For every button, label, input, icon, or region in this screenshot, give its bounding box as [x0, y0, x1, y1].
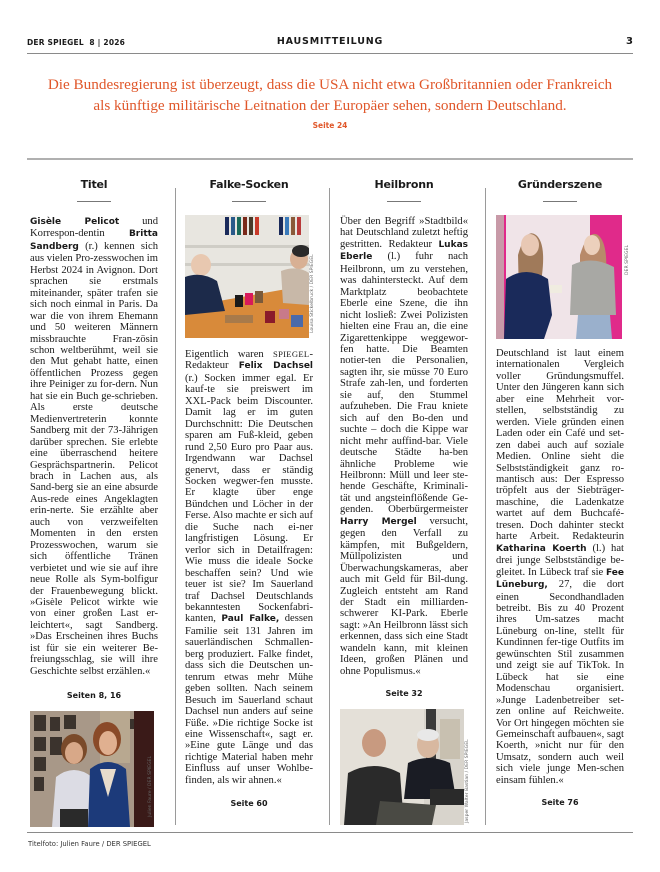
person-name: Harry Mergel	[340, 516, 417, 527]
photo-eberle-mergel	[340, 709, 470, 825]
heading-rule	[77, 201, 111, 202]
photo-credit: Louisa Stickelbruck / DER SPIEGEL	[310, 254, 315, 333]
photo-illustration	[340, 709, 464, 825]
column-heilbronn	[340, 178, 468, 825]
photo-illustration	[496, 215, 622, 339]
article-text	[185, 349, 313, 786]
photo-illustration	[185, 215, 309, 338]
photo-credit: Jasper Walter Bastian / DER SPIEGEL	[465, 739, 470, 824]
text-run: Eigentlich waren	[185, 349, 273, 360]
column-heading: Gründerszene	[517, 178, 603, 191]
person-name: Felix Dachsel	[238, 361, 314, 372]
text-run: (l.) hat drei junge Selbstständige be-gleitet. In Lübeck traf sie	[496, 542, 624, 578]
teaser-page-ref[interactable]: Seite 24	[312, 121, 348, 130]
text-run: dessen Familie seit 131 Jahren im sauerländischen Schmallen-berg produziert. Falke findet, dass sich die Deutschen un-tenrum etwas mehr Mühe geben sollten. Nach seinem Besuch im Sauerland schaut Dachsel nun anders auf seine Füße. »Die richtige Socke ist eine Wissenschaft«, sagt er. »Eine gute Länge und das richtige Material haben mehr Einfluss auf unser Wohlbe-finden, als wir ahnen.«	[185, 613, 313, 786]
article-text	[496, 348, 624, 786]
header-rule	[27, 53, 633, 54]
publication-name: SPIEGEL	[272, 349, 310, 359]
page-ref[interactable]: Seite 76	[541, 798, 579, 808]
column-divider	[175, 188, 176, 825]
article-text	[340, 216, 468, 677]
teaser	[30, 74, 630, 131]
text-run: (l.) fuhr nach Heilbronn, um zu verstehen, was dahintersteckt. Auf dem Marktplatz beobachtete Eberle eine Szene, die ihn nicht losließ: Zwei Polizisten hielten eine Frau an, die eine Zigarettenkippe weggewor-fen hatte. Die Beamten notier-ten die Personalien, sagten ihr, sie müsse 70 Euro Strafe zah-len, und forderten sie auf, den Stummel aufzuheben. Die Frau kniete sich auf den Bo-den und suchte – doch die Kippe war nicht mehr auffind-bar. Viele deutsche Städte ha-ben ähnliche Probleme wie Heilbronn: Müll und leer ste-hende Geschäfte, Kriminali-tät und angsteinflößende Ge-genden. Oberbürgermeister	[340, 251, 468, 516]
photo-pelicot-sandberg	[30, 711, 154, 827]
column-divider	[329, 188, 330, 825]
heading-rule	[232, 201, 266, 202]
person-name: Katharina Koerth	[496, 543, 587, 554]
text-run: -Redakteur	[185, 349, 313, 372]
person-name: Gisèle Pelicot	[30, 217, 120, 227]
cover-photo-credit: Titelfoto: Julien Faure / DER SPIEGEL	[28, 840, 151, 848]
text-run: (r.) kennen sich aus vielen Pro-zesswochen im Herbst 2024 in Avignon. Dort sprachen sie erstmals miteinander, später trafen sie sich noch einmal in Paris. Da war die von ihrem Ehemann und 50 weiteren Männern missbrauchte Fran-zösin schon weltberühmt, weil sie den Mut gehabt hatte, einen öffentlichen Prozess gegen ihre Peiniger zu for-dern. Nun hat sie ein Buch ge-schrieben. Als erste deutsche Medienvertreterin konnte Sandberg mit der 73-Jährigen darüber sprechen. Sie erlebte eine überraschend heitere Gesprächspartnerin. Pelicot brach in Lachen aus, als Sand-berg sie an eine absurde Aus-rede eines Angeklagten erin-nerte. Sie erzählte aber auch von verzweifelten Momenten in den ersten Prozesswochen, warum sie sich öffentliche Tränen verbietet und wie sie auf ihre neue Rolle als Sym-bolfigur der Frauenbewegung blickt. »Gisèle Pelicot wirkte wie von einer großen Last er-leichtert«, sagt Sandberg. »Das Erscheinen ihres Buchs ist für sie ein weiterer Be-freiungsschlag, sie will ihre Geschichte selbst erzählen.«	[30, 240, 158, 677]
person-name: Fee Lüneburg,	[496, 567, 624, 591]
column-heading: Heilbronn	[374, 178, 434, 191]
text-run: (r.) Socken immer egal. Er kauf-te sie preiswert im XXL-Pack beim Discounter. Damit lag er im guten Durchschnitt: Die Deutschen sparen am Fuß-kleid, geben rund 2,50 Euro pro Paar aus. Irgendwann war Dachsel genervt, dass er ständig Socken wegwer-fen musste. Er klagte über enge Bündchen und Löcher in der Ferse. Also machte er sich auf die Suche nach ei-ner langfristigen Lösung. Er verlor sich in Detailfragen: Wie muss die ideale Socke beschaffen sein? Und wie teuer ist sie? Im Sauerland traf Dachsel Deutschlands bekanntesten Sockenfabri-kanten,	[185, 372, 313, 625]
running-head	[27, 36, 633, 52]
section-title: HAUSMITTEILUNG	[276, 36, 384, 47]
text-run: und Korrespon-dentin	[30, 216, 158, 240]
page-ref[interactable]: Seiten 8, 16	[66, 691, 122, 701]
column-gruenderszene	[496, 178, 630, 808]
teaser-line-2: als künftige militärische Leitnation der Europäer sehen, sondern Deutschland.	[93, 97, 567, 114]
heading-rule	[387, 201, 421, 202]
text-run: Über den Begriff »Stadtbild« hat Deutschland zuletzt heftig gestritten. Redakteur	[340, 216, 468, 250]
teaser-line-1: Die Bundesregierung ist überzeugt, dass die USA nicht etwa Großbritannien oder Frankreich	[47, 76, 613, 93]
section-rule	[27, 158, 633, 160]
photo-socken	[185, 215, 315, 338]
page-ref[interactable]: Seite 32	[385, 689, 423, 699]
text-run: versucht, gegen den Verfall zu kämpfen, mit Bußgeldern, Müllpolizisten und Überwachungskameras, aber auch mit Geld für Bil-dung. Zugleich entsteht am Rand der Stadt ein milliarden-schwerer KI-Park. Eberle sagt: »An Heilbronn lässt sich erkennen, dass sich eine Stadt wandeln kann, mit kleinen Ideen, großen Plänen und ohne Populismus.«	[340, 515, 468, 677]
column-titel	[30, 178, 158, 827]
article-text	[30, 216, 158, 677]
publication-issue: DER SPIEGEL 8 | 2026	[27, 38, 126, 47]
text-run: 27, die dort einen Secondhandladen betreibt. Bis zu 40 Prozent ihres Um-satzes macht Lüneburg on-line, stellt für Kundinnen fer-tige Outfits im gewünschten Stil zusammen und zeigt sie auf TikTok. In Lübeck hat sie eine Modenschau organisiert. »Junge Ladenbetreiber set-zen online auf Reichweite. Vor Ort hingegen möchten sie Gemeinschaft aufbauen«, sagt Koerth, »nicht nur für den Umsatz, sondern auch weil sich viele junge Men-schen einsam fühlen.«	[496, 579, 624, 786]
text-run: Deutschland ist laut einem internationalen Vergleich voller Gründungsmuffel. Unter den Jüngeren kann sich aber eine Mehrheit vor-stellen, selbstständig zu werden. Viele gründen einen Laden oder ein Café und set-zen dabei auch auf soziale Medien. Online sieht die Selbstständigkeit ganz ro-mantisch aus: Der Espresso tröpfelt aus der Siebträger-maschine, die Ladenkatze wartet auf dem Buchcafé-tresen. Doch dahinter steckt harte Arbeit. Redakteurin	[496, 348, 624, 543]
photo-credit: DER SPIEGEL	[625, 244, 630, 275]
photo-illustration	[30, 711, 154, 827]
page-ref[interactable]: Seite 60	[230, 799, 268, 809]
column-heading: Falke-Socken	[209, 178, 289, 191]
photo-koerth-lueneburg	[496, 215, 630, 339]
person-name: Britta Sandberg	[30, 229, 158, 252]
footer-rule	[27, 832, 633, 833]
column-falke-socken	[185, 178, 313, 809]
page-number: 3	[626, 36, 633, 47]
column-divider	[485, 188, 486, 825]
person-name: Paul Falke,	[221, 614, 280, 625]
column-heading: Titel	[80, 178, 108, 191]
heading-rule	[543, 201, 577, 202]
person-name: Lukas Eberle	[340, 239, 468, 263]
photo-credit: Julien Faure / DER SPIEGEL	[148, 756, 153, 818]
